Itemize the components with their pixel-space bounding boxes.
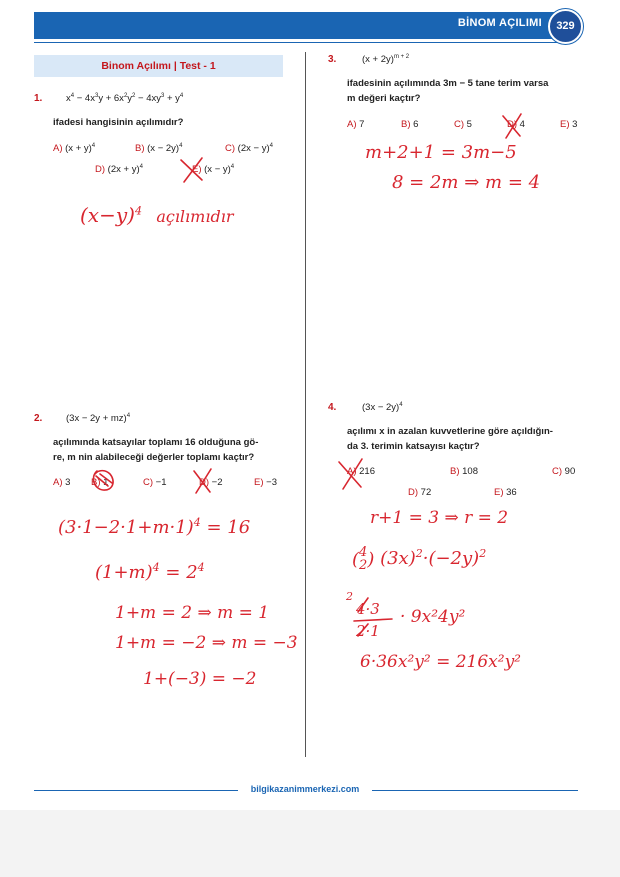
q4-handwriting-line2: (4 2) $(3x)^2\cdot(-2y)^2$ bbox=[352, 545, 487, 573]
q4-handwriting-line1: r+1 = 3 ⇒ r = 2 bbox=[370, 508, 509, 528]
q4-handwriting-line3-rest: · 9x²4y² bbox=[400, 607, 466, 627]
q4-text: açılımı x in azalan kuvvetlerine göre açıldığın- da 3. terimin katsayısı kaçtır? bbox=[347, 426, 553, 452]
q4-handwriting-line4: 6·36x²y² = 216x²y² bbox=[360, 652, 521, 672]
q4-option-c[interactable]: C) 90 bbox=[552, 466, 576, 477]
page-bottom-margin bbox=[0, 810, 620, 877]
q2-option-b[interactable]: B) 1 bbox=[91, 477, 109, 488]
q4-handwriting-fraction-num: 4·3 bbox=[356, 600, 380, 618]
q2-option-d[interactable]: D) −2 bbox=[199, 477, 223, 488]
q3-option-b[interactable]: B) 6 bbox=[401, 119, 419, 130]
q2-number: 2. bbox=[34, 413, 43, 424]
q2-option-c[interactable]: C) −1 bbox=[143, 477, 167, 488]
q3-option-d[interactable]: D) 4 bbox=[507, 119, 525, 130]
q1-option-a[interactable]: A) $(x + y)^4$ bbox=[53, 143, 96, 155]
q4-fraction-bar-mark bbox=[354, 619, 392, 621]
q2-handwriting-line1: $(3\cdot 1-2\cdot 1+m\cdot 1)^4 = 16$ bbox=[58, 516, 251, 538]
test-title-box bbox=[34, 55, 283, 77]
q2-handwriting-line5: 1+(−3) = −2 bbox=[143, 669, 257, 689]
q3-number: 3. bbox=[328, 54, 337, 65]
q1-text: ifadesi hangisinin açılımıdır? bbox=[53, 117, 184, 128]
q4-option-a[interactable]: A) 216 bbox=[347, 466, 375, 477]
q2-option-a[interactable]: A) 3 bbox=[53, 477, 71, 488]
footer-rule-left bbox=[34, 790, 238, 791]
q1-option-b[interactable]: B) $(x - 2y)^4$ bbox=[135, 143, 183, 155]
q3-text: ifadesinin açılımında 3m − 5 tane terim varsa m değeri kaçtır? bbox=[347, 78, 549, 104]
q3-expression: $(x + 2y)^{m + 2}$ bbox=[362, 54, 410, 66]
q1-handwriting: $(x-y)^4$ açılımıdır bbox=[80, 203, 234, 227]
column-divider bbox=[305, 52, 306, 757]
q3-handwriting-line2: 8 = 2m ⇒ m = 4 bbox=[392, 172, 541, 193]
q2-expression: (3x − 2y + mz)$^4$ bbox=[66, 413, 131, 425]
q3-option-c[interactable]: C) 5 bbox=[454, 119, 472, 130]
q4-option-d[interactable]: D) 72 bbox=[408, 487, 432, 498]
q3-option-a[interactable]: A) 7 bbox=[347, 119, 365, 130]
footer-rule-right bbox=[372, 790, 578, 791]
q4-option-e[interactable]: E) 36 bbox=[494, 487, 517, 498]
page-number-badge: 329 bbox=[548, 9, 583, 44]
header-rule bbox=[34, 42, 564, 43]
q2-option-e[interactable]: E) −3 bbox=[254, 477, 277, 488]
q3-handwriting-line1: m+2+1 = 3m−5 bbox=[365, 142, 517, 163]
q4-handwriting-fraction-den: 2·1 bbox=[356, 622, 380, 640]
q1-expression: $x^4 - 4x^3y + 6x^2y^2 - 4xy^3 + y^4$ bbox=[66, 93, 184, 105]
q4-expression: $(3x - 2y)^4$ bbox=[362, 402, 403, 414]
q3-option-e[interactable]: E) 3 bbox=[560, 119, 578, 130]
q1-number: 1. bbox=[34, 93, 43, 104]
test-title: Binom Açılımı | Test - 1 bbox=[101, 60, 216, 72]
footer-site-link[interactable]: bilgikazanimmerkezi.com bbox=[250, 784, 360, 794]
q2-handwriting-line3: 1+m = 2 ⇒ m = 1 bbox=[115, 603, 270, 623]
q2-handwriting-line4: 1+m = −2 ⇒ m = −3 bbox=[115, 633, 298, 653]
q4-number: 4. bbox=[328, 402, 337, 413]
q4-handwriting-small-two: 2 bbox=[346, 590, 353, 603]
q1-option-d[interactable]: D) $(2x + y)^4$ bbox=[95, 164, 143, 176]
header-title: BİNOM AÇILIMI bbox=[457, 17, 542, 29]
q1-option-e[interactable]: E) $(x - y)^4$ bbox=[192, 164, 235, 176]
q4-option-b[interactable]: B) 108 bbox=[450, 466, 478, 477]
q1-option-c[interactable]: C) $(2x - y)^4$ bbox=[225, 143, 273, 155]
q2-text: açılımında katsayılar toplamı 16 olduğuna gö- re, m nin alabileceği değerler toplamı kaçtır? bbox=[53, 437, 259, 463]
q2-handwriting-line2: $(1+m)^4 = 2^4$ bbox=[95, 561, 205, 583]
